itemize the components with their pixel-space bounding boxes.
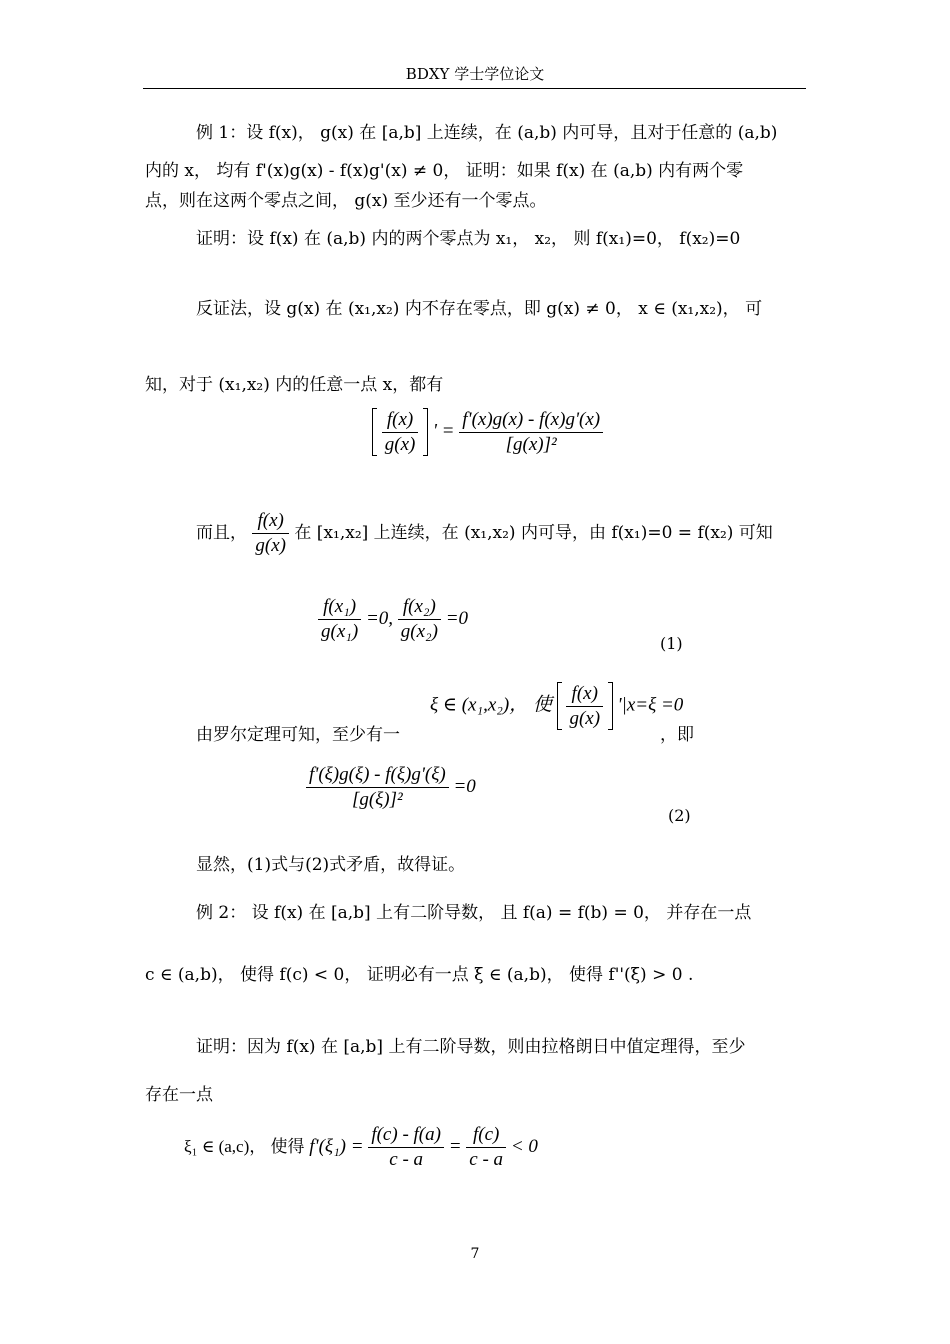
ex2-line2: c ∈ (a,b)， 使得 f(c) < 0， 证明必有一点 ξ ∈ (a,b)， 使得 f''(ξ) > 0 . (145, 965, 694, 985)
denominator: [g(x)]² (505, 433, 557, 455)
denominator: g(x) (569, 707, 601, 729)
numerator: f(x₁) (318, 596, 361, 620)
fraction-difference-quotient (368, 1124, 444, 1171)
equation-number-1: (1) (660, 634, 683, 653)
equation-number-2: (2) (668, 806, 691, 825)
numerator: f(x) (252, 510, 289, 534)
fraction-f-over-g (566, 683, 603, 730)
fraction-at-x1 (318, 596, 361, 643)
denominator: g(x) (255, 535, 286, 556)
fraction-quotient-at-xi (306, 764, 449, 811)
rolle-condition (430, 682, 683, 730)
rolle-line: 由罗尔定理可知，至少有一 (196, 725, 400, 745)
numerator: f(x) (566, 683, 603, 707)
numerator: f(c) (466, 1124, 506, 1148)
text: ξ₁ ∈ (a,c)， 使得 (184, 1136, 305, 1156)
denominator: [g(ξ)]² (351, 789, 403, 810)
derivative-at-xi1: f'(ξ₁) = (309, 1135, 364, 1157)
evaluated-at-xi: '|x=ξ =0 (617, 694, 684, 716)
numerator: f'(ξ)g(ξ) - f(ξ)g'(ξ) (306, 764, 449, 788)
equation-1 (318, 596, 468, 643)
xi-in-interval: ξ ∈ (x₁,x₂)， 使 (430, 694, 552, 716)
continuity-line (196, 510, 773, 557)
denominator: c - a (469, 1149, 504, 1170)
equals-zero: =0 (453, 775, 476, 797)
ex1-contradiction-line: 反证法，设 g(x) 在 (x₁,x₂) 内不存在零点，即 g(x) ≠ 0， x ∈ (x₁,x₂)， 可 (196, 299, 763, 319)
numerator: f(x) (382, 409, 419, 433)
left-bracket (557, 682, 562, 730)
left-bracket (372, 408, 377, 456)
prime-equals: ' = (432, 420, 455, 442)
ex2-proof-line: 证明：因为 f(x) 在 [a,b] 上有二阶导数，则由拉格朗日中值定理得，至少 (196, 1037, 746, 1057)
numerator: f(c) - f(a) (368, 1124, 444, 1148)
ex2-proof-line2: 存在一点 (145, 1085, 213, 1105)
ex1-any-point-line: 知，对于 (x₁,x₂) 内的任意一点 x，都有 (145, 375, 444, 395)
fraction-simplified (466, 1124, 506, 1171)
numerator: f(x₂) (398, 596, 441, 620)
fraction-at-x2 (398, 596, 441, 643)
running-header: BDXY 学士学位论文 (405, 65, 545, 83)
ex1-proof-line: 证明：设 f(x) 在 (a,b) 内的两个零点为 x₁， x₂， 则 f(x₁)=0， f(x₂)=0 (196, 229, 741, 249)
conclusion-line: 显然，(1)式与(2)式矛盾，故得证。 (196, 855, 466, 875)
rolle-line-end: ，即 (660, 725, 694, 745)
right-bracket (608, 682, 613, 730)
header-rule (143, 88, 806, 89)
quotient-derivative-equation (372, 408, 603, 456)
fraction-f-over-g-inline (252, 510, 289, 557)
denominator: g(x) (384, 433, 416, 455)
ex1-line2: 内的 x， 均有 f'(x)g(x) - f(x)g'(x) ≠ 0， 证明：如果 f(x) 在 (a,b) 内有两个零 (145, 161, 744, 181)
numerator: f'(x)g(x) - f(x)g'(x) (459, 409, 603, 433)
page-number: 7 (470, 1246, 480, 1262)
less-than-zero: < 0 (510, 1135, 538, 1157)
text: 而且， (196, 523, 247, 543)
equals: = (448, 1135, 462, 1157)
mean-value-equation (184, 1124, 538, 1171)
denominator: g(x₁) (321, 621, 359, 642)
equals-zero: =0 (445, 607, 469, 629)
fraction-quotient-rule (459, 409, 603, 456)
right-bracket (423, 408, 428, 456)
denominator: g(x₂) (400, 621, 438, 642)
denominator: c - a (389, 1149, 424, 1170)
ex1-line1: 例 1：设 f(x)， g(x) 在 [a,b] 上连续，在 (a,b) 内可导，且对于任意的 (a,b) (196, 123, 778, 143)
text: 在 [x₁,x₂] 上连续，在 (x₁,x₂) 内可导，由 f(x₁)=0 = f(x₂) 可知 (294, 523, 773, 543)
ex1-line3: 点，则在这两个零点之间， g(x) 至少还有一个零点。 (145, 191, 547, 211)
equals-zero: =0, (365, 607, 394, 629)
ex2-line1: 例 2： 设 f(x) 在 [a,b] 上有二阶导数， 且 f(a) = f(b) = 0， 并存在一点 (196, 903, 752, 923)
equation-2 (306, 764, 476, 811)
fraction-f-over-g (382, 409, 419, 456)
